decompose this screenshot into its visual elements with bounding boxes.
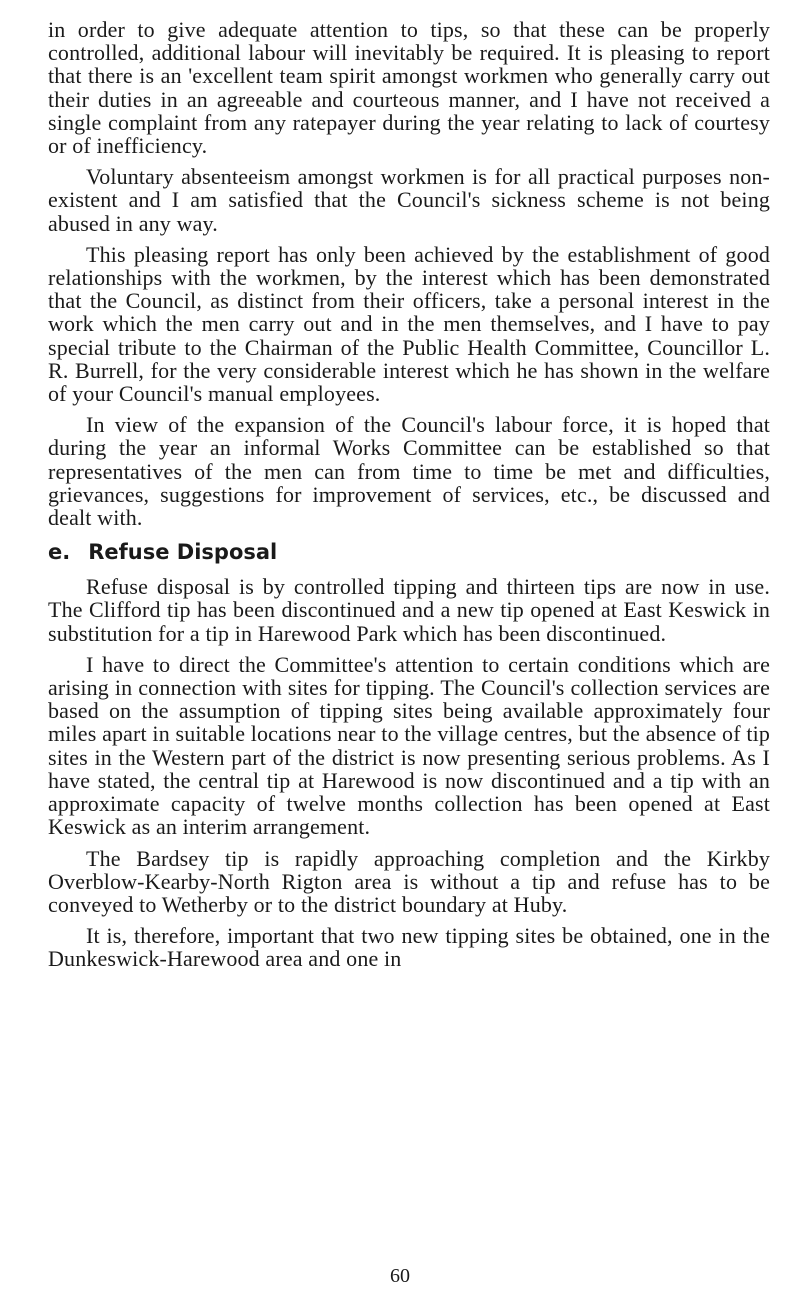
paragraph-tipping-conditions: I have to direct the Committee's attention to certain conditions which are arising in connection with sites for tipping. The Council's collection services are based on the assumption of tipping sites being available approximately four miles apart in suitable locations near to the village centres, but the absence of tip sites in the Western part of the district is now presenting serious problems. As I have stated, the central tip at Harewood is now discontinued and a tip with an approximate capacity of twelve months collection has been opened at East Keswick as an interim arrangement. [48,651,771,840]
section-letter: e. [48,540,71,565]
paragraph-works-committee: In view of the expansion of the Council's labour force, it is hoped that during the year an informal Works Committee can be established so that representatives of the men can from time to time be met and difficulties, grievances, suggestions for improvement of services, etc., be discussed and dealt with. [48,412,770,531]
paragraph-absenteeism: Voluntary absenteeism amongst workmen is for all practical purposes non-existent and I am satisfied that the Council's sickness scheme is not being abused in any way. [48,164,770,236]
paragraph-refuse-tips: Refuse disposal is by controlled tipping and thirteen tips are now in use. The Clifford tip has been discontinued and a new tip opened at East Keswick in substitution for a tip in Harewood Park which has been discontinued. [48,574,770,646]
paragraph-bardsey-tip: The Bardsey tip is rapidly approaching completion and the Kirkby Overblow-Kearby-North Rigton area is without a tip and refuse has to be conveyed to Wetherby or to the district boundary at Huby. [48,845,770,917]
document-page [48,18,770,979]
section-heading [48,539,770,565]
paragraph-team-spirit: in order to give adequate attention to tips, so that these can be properly controlled, additional labour will inevitably be required. It is pleasing to report that there is an 'excellent team spirit amongst workmen who generally carry out their duties in an agreeable and courteous manner, and I have not received a single complaint from any ratepayer during the year relating to lack of courtesy or of inefficiency. [48,17,770,159]
paragraph-new-sites: It is, therefore, important that two new tipping sites be obtained, one in the Dunkeswick-Harewood area and one in [48,923,770,972]
section-title: Refuse Disposal [88,540,278,565]
paragraph-relationships: This pleasing report has only been achieved by the establishment of good relationships with the workmen, by the interest which has been demonstrated that the Council, as distinct from their officers, take a personal interest in the work which the men carry out and in the men themselves, and I have to pay special tribute to the Chairman of the Public Health Committee, Councillor L. R. Burrell, for the very considerable interest which he has shown in the welfare of your Council's manual employees. [48,241,770,407]
page-number: 60 [390,1265,410,1287]
